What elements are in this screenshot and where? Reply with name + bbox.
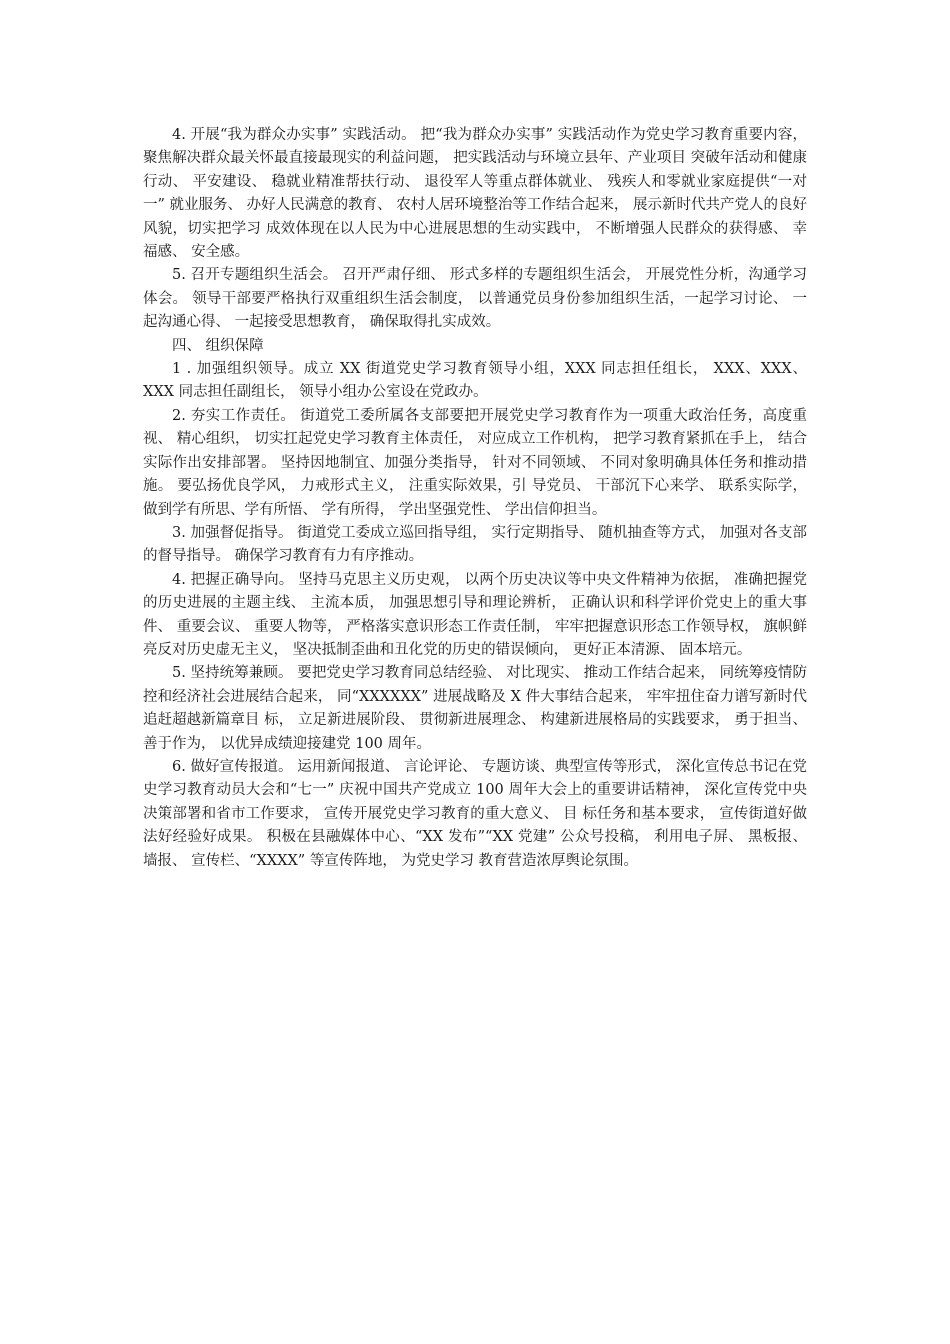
document-body <box>143 124 807 873</box>
paragraph-item-4-practice: 4. 开展“我为群众办实事” 实践活动。 把“我为群众办实事” 实践活动作为党史学习教育重要内容， 聚焦解决群众最关怀最直接最现实的利益问题， 把实践活动与环境立县年、产业项目 突破年活动和健康行动、 平安建设、 稳就业精准帮扶行动、 退役军人等重点群体就业、 残疾人和零就业家庭提供“一对一” 就业服务、 办好人民满意的教育、 农村人居环境整治等工作结合起来， 展示新时代共产党人的良好风貌，切实把学习 成效体现在以人民为中心进展思想的生动实践中， 不断增强人民群众的获得感、 幸福感、 安全感。 <box>143 127 807 261</box>
paragraph-item-2-responsibility: 2. 夯实工作责任。 街道党工委所属各支部要把开展党史学习教育作为一项重大政治任务，高度重视、 精心组织， 切实扛起党史学习教育主体责任， 对应成立工作机构， 把学习教育紧抓在手上， 结合实际作出安排部署。 坚持因地制宜、加强分类指导， 针对不同领域、 不同对象明确具体任务和推动措施。 要弘扬优良学风， 力戒形式主义， 注重实际效果，引 导党员、 干部沉下心来学、 联系实际学， 做到学有所思、学有所悟、 学有所得， 学出坚强党性、 学出信仰担当。 <box>143 407 807 518</box>
paragraph-item-5-coordination: 5. 坚持统筹兼顾。 要把党史学习教育同总结经验、 对比现实、 推动工作结合起来， 同统筹疫情防控和经济社会进展结合起来， 同“XXXXXX” 进展战略及 X 件大事结合起来， 牢牢扭住奋力谱写新时代追赶超越新篇章目 标， 立足新进展阶段、 贯彻新进展理念、 构建新进展格局的实践要求， 勇于担当、 善于作为， 以优异成绩迎接建党 100 周年。 <box>143 665 807 752</box>
paragraph-item-1-leadership: 1 . 加强组织领导。成立 XX 街道党史学习教育领导小组，XXX 同志担任组长， XXX、XXX、 XXX 同志担任副组长， 领导小组办公室设在党政办。 <box>143 361 807 401</box>
paragraph-item-6-publicity: 6. 做好宣传报道。 运用新闻报道、 言论评论、 专题访谈、典型宣传等形式， 深化宣传总书记在党史学习教育动员大会和“七一” 庆祝中国共产党成立 100 周年大会上的重要讲话精神， 深化宣传党中央决策部署和省市工作要求， 宣传开展党史学习教育的重大意义、 目 标任务和基本要求， 宣传街道好做法好经验好成果。 积极在县融媒体中心、“XX 发布”“XX 党建” 公众号投稿， 利用电子屏、 黑板报、 墙报、 宣传栏、“XXXX” 等宣传阵地， 为党史学习 教育营造浓厚舆论氛围。 <box>143 758 807 869</box>
paragraph-item-5-meeting: 5. 召开专题组织生活会。 召开严肃仔细、 形式多样的专题组织生活会， 开展党性分析，沟通学习体会。 领导干部要严格执行双重组织生活会制度， 以普通党员身份参加组织生活，一起学习讨论、 一起沟通心得、 一起接受思想教育， 确保取得扎实成效。 <box>143 267 807 331</box>
paragraph-item-3-supervision: 3. 加强督促指导。 街道党工委成立巡回指导组， 实行定期指导、 随机抽查等方式， 加强对各支部的督导指导。 确保学习教育有力有序推动。 <box>143 524 807 565</box>
paragraph-item-4-guidance: 4. 把握正确导向。 坚持马克思主义历史观， 以两个历史决议等中央文件精神为依据， 准确把握党的历史进展的主题主线、 主流本质， 加强思想引导和理论辨析， 正确认识和科学评价党史上的重大事件、 重要会议、 重要人物等， 严格落实意识形态工作责任制， 牢牢把握意识形态工作领导权， 旗帜鲜亮反对历史虚无主义， 坚决抵制歪曲和丑化党的历史的错误倾向， 更好正本清源、 固本培元。 <box>143 571 807 658</box>
section-heading-organization: 四、 组织保障 <box>172 337 264 354</box>
